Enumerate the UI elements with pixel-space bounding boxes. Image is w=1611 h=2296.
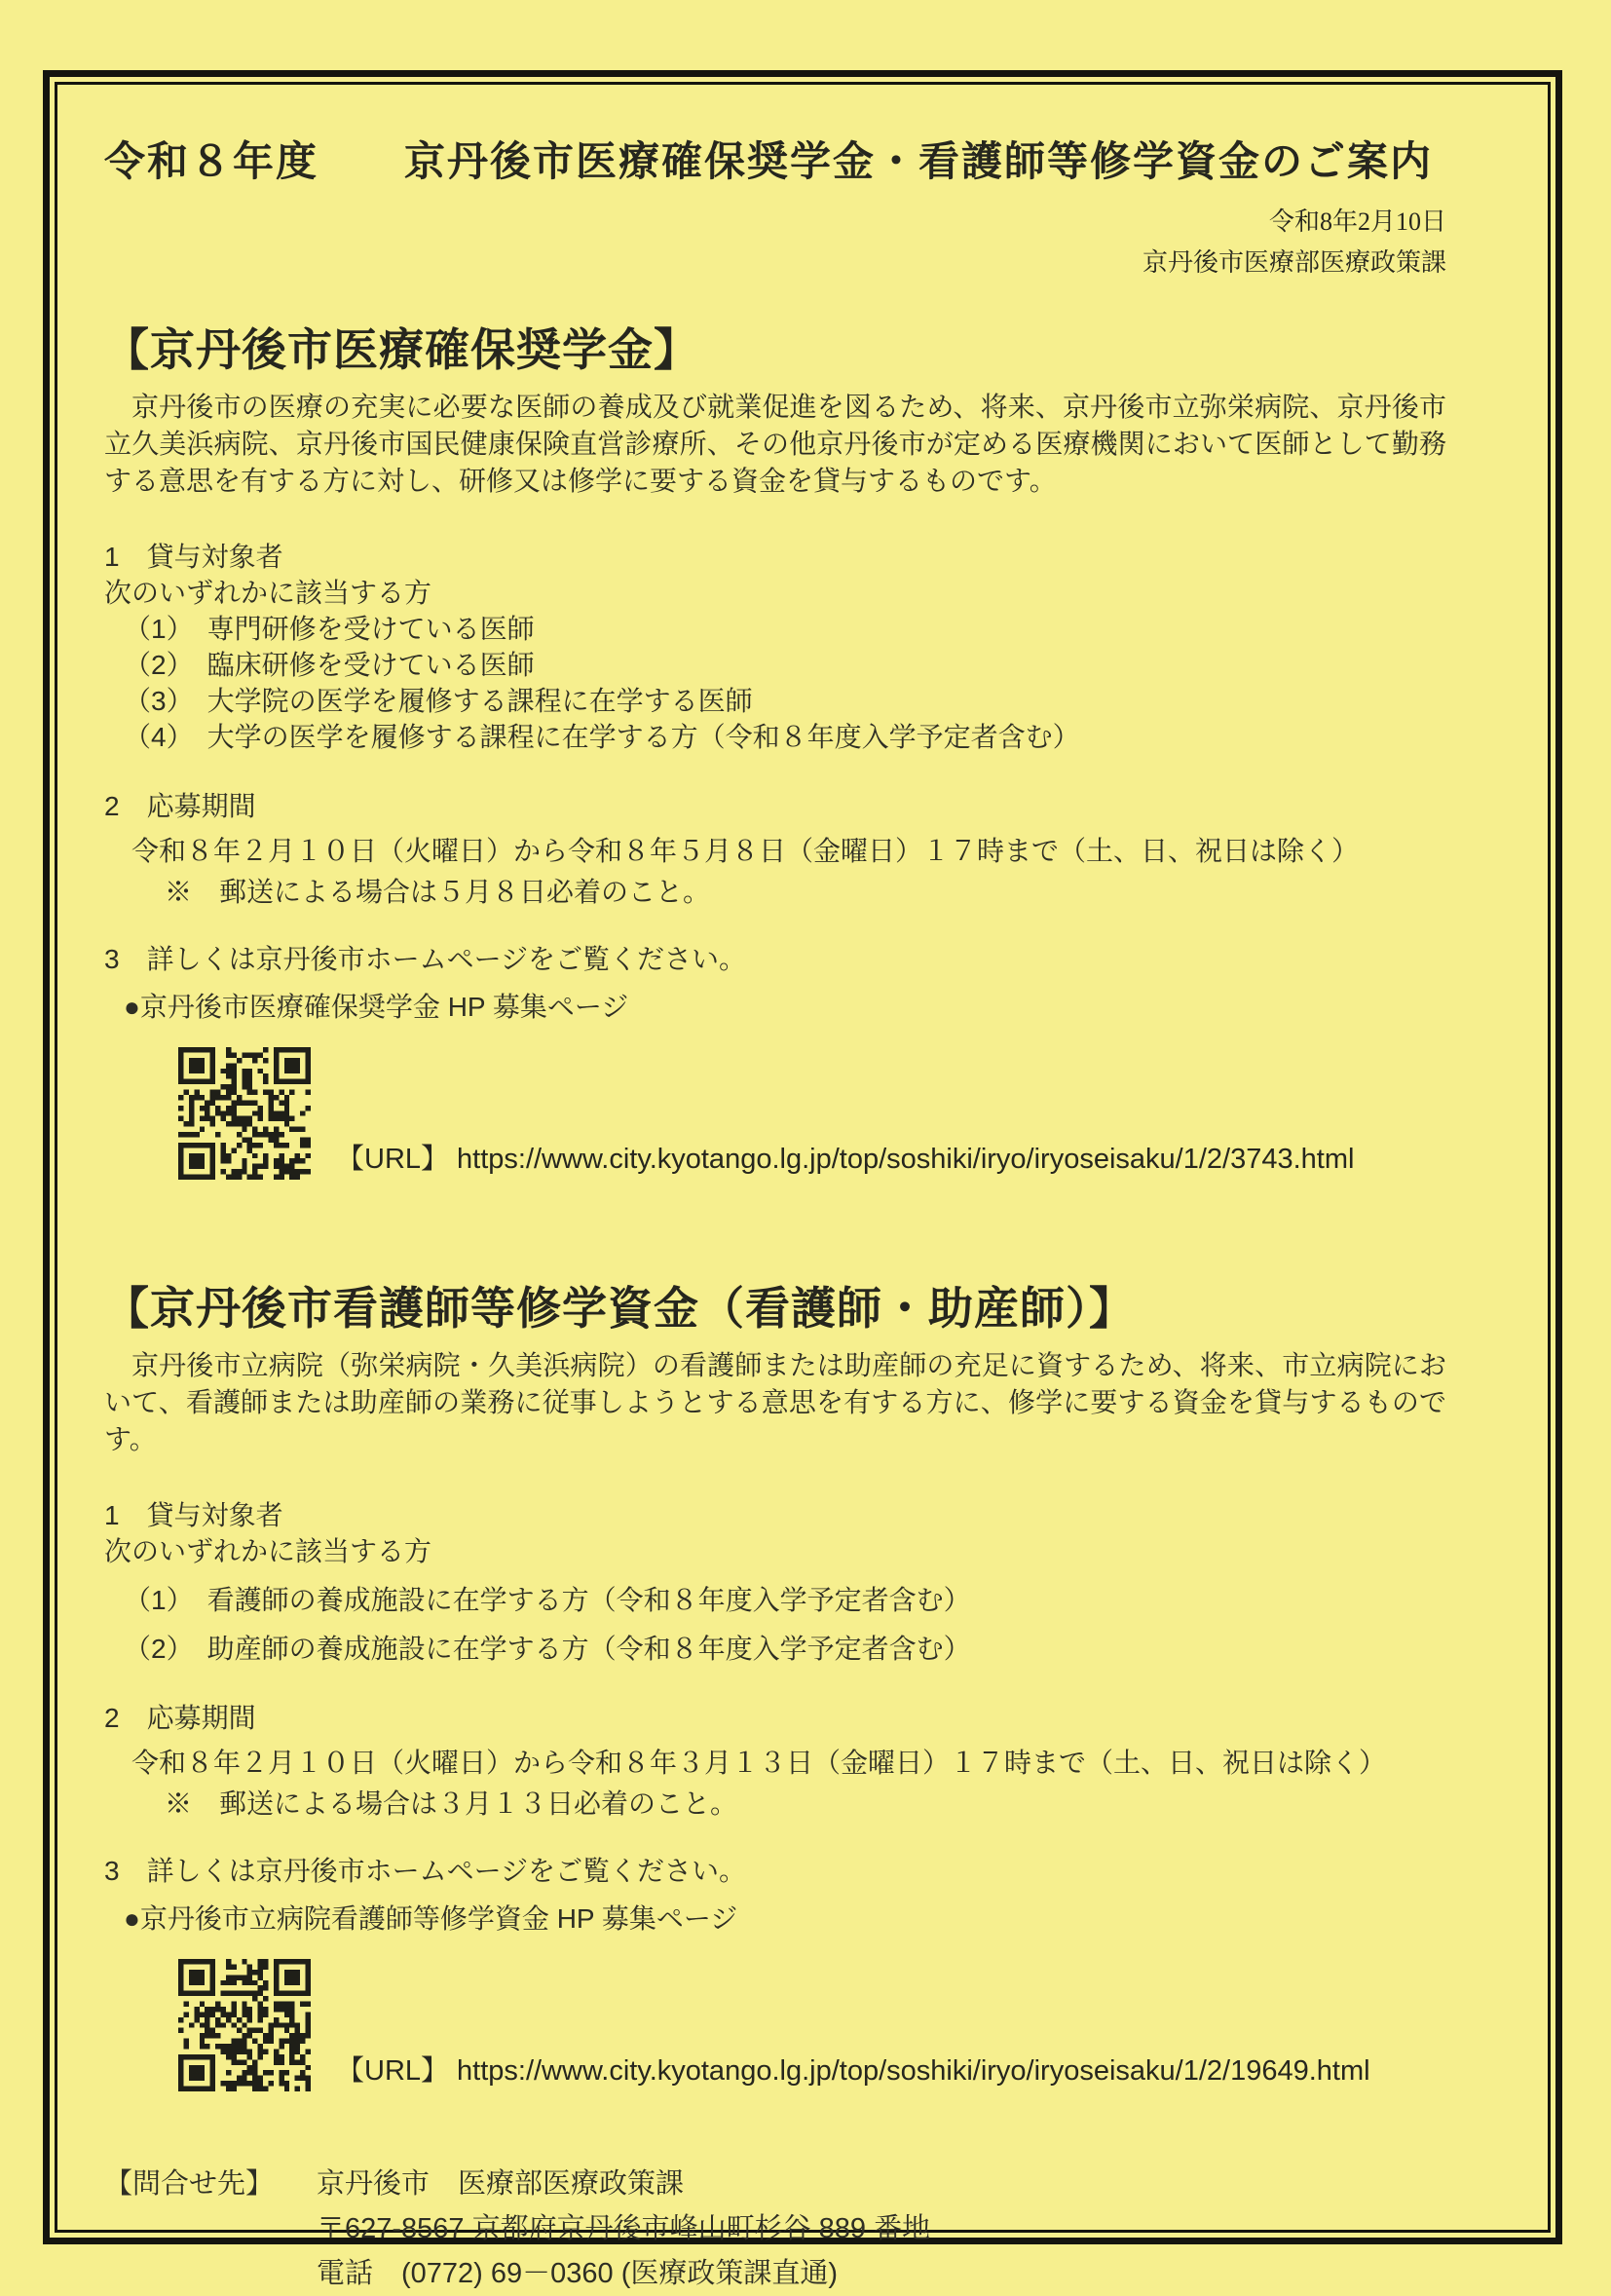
nursing-hp-bullet: ●京丹後市立病院看護師等修学資金 HP 募集ページ (124, 1903, 738, 1934)
nursing-period-header: 2 応募期間 (104, 1703, 256, 1733)
nursing-eligibility-header: 1 貸与対象者 (104, 1500, 283, 1530)
issue-block (104, 202, 1446, 283)
scholarship-url-line (336, 1142, 1354, 1178)
scholarship-period-dates: 令和８年２月１０日（火曜日）から令和８年５月８日（金曜日）１７時まで（土、日、祝日は除く） (131, 836, 1360, 866)
nursing-homepage-block (104, 1853, 1446, 2091)
nursing-homepage-header: 3 詳しくは京丹後市ホームページをご覧ください。 (104, 1856, 747, 1886)
issuer-department: 京丹後市医療部医療政策課 (1142, 248, 1446, 277)
nursing-period-dates: 令和８年２月１０日（火曜日）から令和８年３月１３日（金曜日）１７時まで（土、日、祝日は除く） (131, 1748, 1387, 1778)
nursing-mail-note: ※ 郵送による場合は３月１３日必着のこと。 (165, 1788, 738, 1819)
contact-row (104, 2162, 1446, 2206)
scholarship-eligibility-header: 1 貸与対象者 (104, 542, 283, 572)
scholarship-mail-note: ※ 郵送による場合は５月８日必着のこと。 (165, 877, 711, 907)
issue-date: 令和8年2月10日 (1268, 207, 1446, 236)
contact-block (104, 2162, 1446, 2296)
scholarship-eligibility-block (104, 539, 1446, 755)
list-item: （1） 看護師の養成施設に在学する方（令和８年度入学予定者含む） (124, 1585, 971, 1615)
scholarship-homepage-header: 3 詳しくは京丹後市ホームページをご覧ください。 (104, 944, 747, 974)
scholarship-hp-bullet: ●京丹後市医療確保奨学金 HP 募集ページ (124, 992, 629, 1022)
url-label: 【URL】 (336, 1144, 450, 1175)
list-item: （2） 助産師の養成施設に在学する方（令和８年度入学予定者含む） (124, 1634, 971, 1664)
nursing-eligibility-block (104, 1497, 1446, 1667)
scholarship-period-header: 2 応募期間 (104, 791, 256, 821)
contact-phone: 電話 (0772) 69－0360 (医療政策課直通) (317, 2258, 839, 2289)
nursing-url-line (336, 2053, 1370, 2089)
scholarship-qr-row (178, 1047, 1446, 1180)
scholarship-homepage-block (104, 941, 1446, 1180)
document-sheet (57, 85, 1497, 2289)
url-label: 【URL】 (336, 2055, 450, 2087)
scholarship-section-heading: 【京丹後市医療確保奨学金】 (104, 324, 699, 375)
nursing-qr-row (178, 1959, 1446, 2091)
document-title: 令和８年度 京丹後市医療確保奨学金・看護師等修学資金のご案内 (104, 138, 1434, 184)
contact-address: 〒627-8567 京都府京丹後市峰山町杉谷 889 番地 (317, 2213, 931, 2244)
nursing-intro-paragraph: 京丹後市立病院（弥栄病院・久美浜病院）の看護師または助産師の充足に資するため、将来、市立病院において、看護師または助産師の業務に従事しようとする意思を有する方に、修学に要する資金を貸与するものです。 (104, 1350, 1446, 1454)
list-item: （4） 大学の医学を履修する課程に在学する方（令和８年度入学予定者含む） (124, 722, 1080, 752)
list-item: （1） 専門研修を受けている医師 (124, 614, 535, 644)
scholarship-intro-paragraph: 京丹後市の医療の充実に必要な医師の養成及び就業促進を図るため、将来、京丹後市立弥栄病院、京丹後市立久美浜病院、京丹後市国民健康保険直営診療所、その他京丹後市が定める医療機関において医師として勤務する意思を有する方に対し、研修又は修学に要する資金を貸与するものです。 (104, 392, 1446, 496)
qr-code-nursing (178, 1959, 311, 2091)
nursing-eligibility-lead: 次のいずれかに該当する方 (104, 1536, 432, 1566)
nursing-period-block (104, 1700, 1446, 1824)
scholarship-url: https://www.city.kyotango.lg.jp/top/soshiki/iryo/iryoseisaku/1/2/3743.html (457, 1144, 1355, 1175)
contact-label: 【問合せ先】 (104, 2168, 275, 2200)
nursing-section-heading: 【京丹後市看護師等修学資金（看護師・助産師）】 (104, 1283, 1135, 1334)
nursing-url: https://www.city.kyotango.lg.jp/top/soshiki/iryo/iryoseisaku/1/2/19649.html (457, 2055, 1370, 2087)
scholarship-period-block (104, 788, 1446, 912)
qr-code-scholarship (178, 1047, 311, 1180)
list-item: （2） 臨床研修を受けている医師 (124, 650, 535, 680)
contact-organization: 京丹後市 医療部医療政策課 (317, 2168, 685, 2200)
scholarship-eligibility-lead: 次のいずれかに該当する方 (104, 578, 432, 608)
list-item: （3） 大学院の医学を履修する課程に在学する医師 (124, 686, 753, 716)
